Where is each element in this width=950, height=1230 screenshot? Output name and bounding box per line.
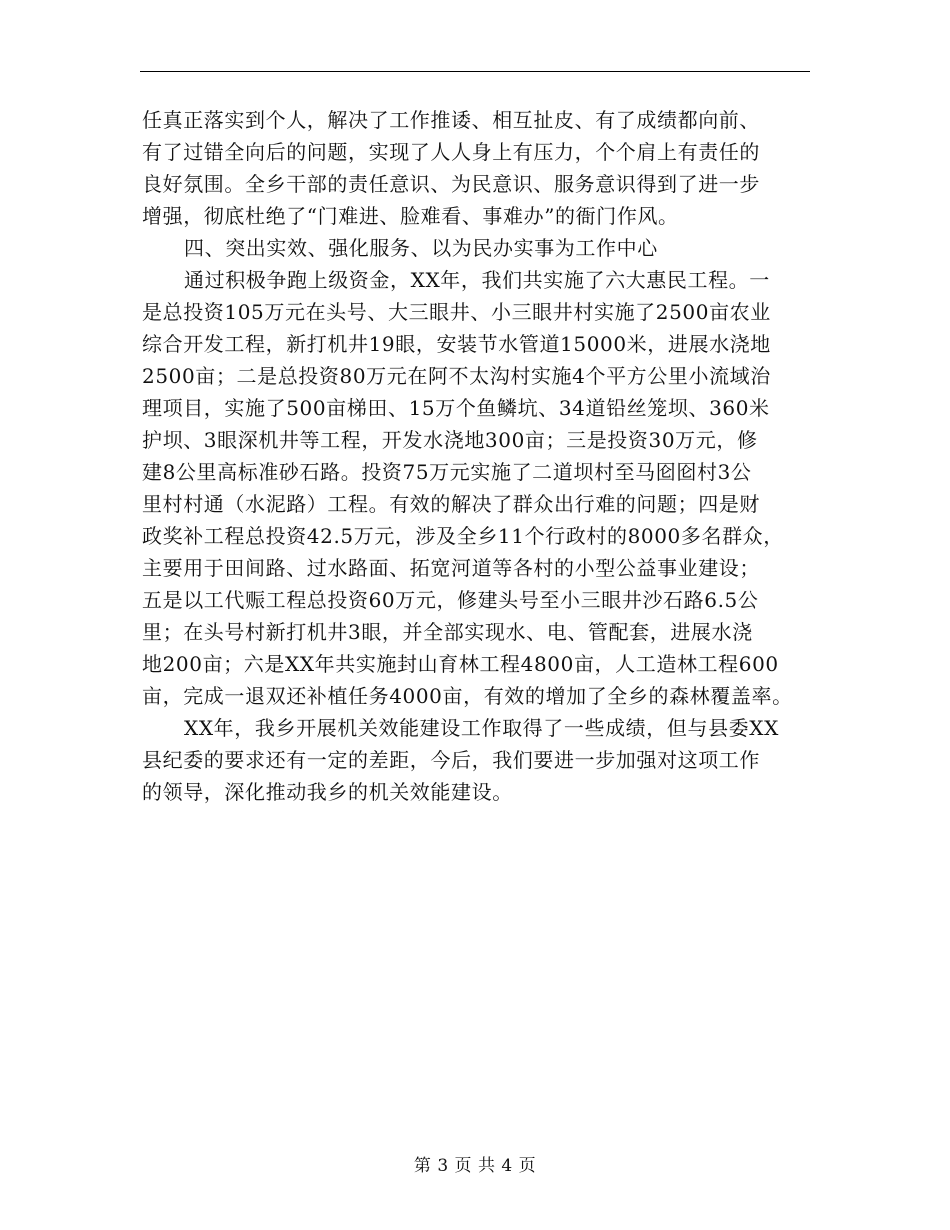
text-line: 县纪委的要求还有一定的差距，今后，我们要进一步加强对这项工作 <box>142 748 760 772</box>
text-line: 五是以工代赈工程总投资60万元，修建头号至小三眼井沙石路6.5公 <box>142 588 759 612</box>
text-line: 综合开发工程，新打机井19眼，安装节水管道15000米，进展水浇地 <box>142 332 771 356</box>
text-line: 地200亩；六是XX年共实施封山育林工程4800亩，人工造林工程600 <box>142 652 779 676</box>
text-line: 里村村通（水泥路）工程。有效的解决了群众出行难的问题；四是财 <box>142 492 760 516</box>
text-line: 任真正落实到个人，解决了工作推诿、相互扯皮、有了成绩都向前、 <box>142 108 760 132</box>
text-line: 护坝、3眼深机井等工程，开发水浇地300亩；三是投资30万元，修 <box>142 428 758 452</box>
text-line: 的领导，深化推动我乡的机关效能建设。 <box>142 780 513 804</box>
text-line: 建8公里高标准砂石路。投资75万元实施了二道坝村至马囵囵村3公 <box>142 460 752 484</box>
text-line: 是总投资105万元在头号、大三眼井、小三眼井村实施了2500亩农业 <box>142 300 771 324</box>
body-text <box>142 104 822 808</box>
text-line: XX年，我乡开展机关效能建设工作取得了一些成绩，但与县委XX <box>184 716 779 740</box>
text-line: 良好氛围。全乡干部的责任意识、为民意识、服务意识得到了进一步 <box>142 172 760 196</box>
text-line: 理项目，实施了500亩梯田、15万个鱼鳞坑、34道铅丝笼坝、360米 <box>142 396 770 420</box>
header-divider <box>140 71 810 72</box>
text-line: 亩，完成一退双还补植任务4000亩，有效的增加了全乡的森林覆盖率。 <box>142 684 793 708</box>
section-heading: 四、突出实效、强化服务、以为民办实事为工作中心 <box>184 236 658 260</box>
text-line: 政奖补工程总投资42.5万元，涉及全乡11个行政村的8000多名群众， <box>142 524 784 548</box>
page-number: 第 3 页 共 4 页 <box>413 1156 537 1176</box>
text-line: 增强，彻底杜绝了“门难进、脸难看、事难办”的衙门作风。 <box>142 204 679 228</box>
text-line: 主要用于田间路、过水路面、拓宽河道等各村的小型公益事业建设； <box>142 556 760 580</box>
text-line: 里；在头号村新打机井3眼，并全部实现水、电、管配套，进展水浇 <box>142 620 753 644</box>
text-line: 通过积极争跑上级资金，XX年，我们共实施了六大惠民工程。一 <box>184 268 770 292</box>
text-line: 有了过错全向后的问题，实现了人人身上有压力，个个肩上有责任的 <box>142 140 760 164</box>
text-line: 2500亩；二是总投资80万元在阿不太沟村实施4个平方公里小流域治 <box>142 364 771 388</box>
